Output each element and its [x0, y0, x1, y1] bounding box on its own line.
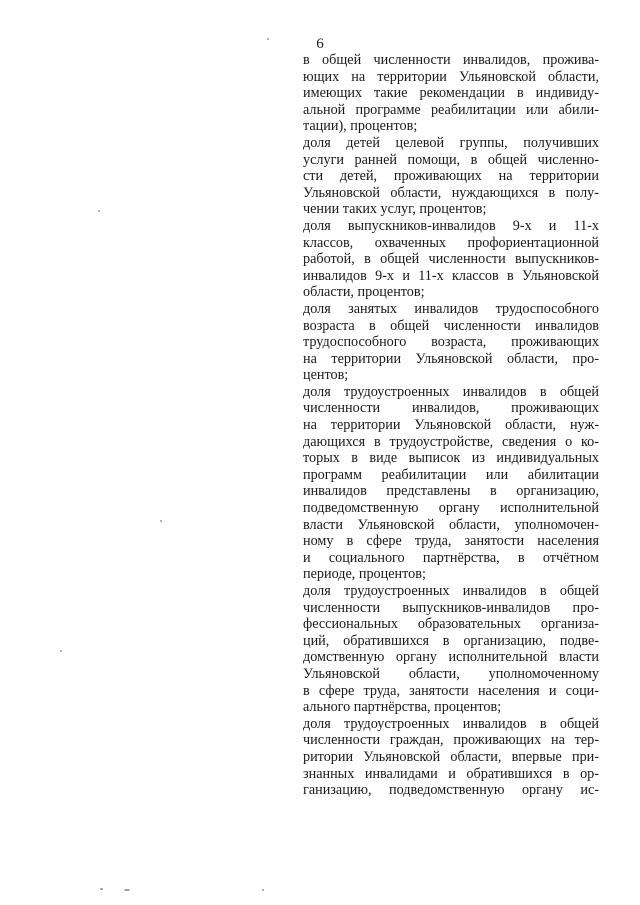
scan-speck [98, 210, 100, 212]
text-line: торых в виде выписок из индивидуальных [303, 450, 599, 467]
text-line: ритории Ульяновской области, впервые при- [303, 748, 599, 765]
text-line: услуги ранней помощи, в общей численно- [303, 151, 599, 168]
text-line: ций, обратившихся в организацию, подве- [303, 632, 599, 649]
text-line: численности граждан, проживающих на тер- [303, 732, 599, 749]
text-line: ального партнёрства, процентов; [303, 699, 502, 716]
text-line: Ульяновской области, уполномоченному [303, 665, 599, 682]
scan-speck [262, 889, 264, 891]
text-line: программ реабилитации или абилитации [303, 466, 599, 483]
text-line: сти детей, проживающих на территории [303, 168, 599, 185]
text-line: численности выпускников-инвалидов про- [303, 599, 599, 616]
text-line: области, процентов; [303, 284, 425, 301]
text-line: ному в сфере труда, занятости населения [303, 533, 599, 550]
text-line: тации), процентов; [303, 118, 418, 135]
body-text [303, 52, 599, 799]
text-line: трудоспособного возраста, проживающих [303, 334, 599, 351]
scan-speck [124, 889, 130, 891]
text-line: доля трудоустроенных инвалидов в общей [303, 715, 599, 732]
text-line: инвалидов представлены в организацию, [303, 483, 599, 500]
text-line: фессиональных образовательных организа- [303, 616, 599, 633]
text-line: инвалидов 9-х и 11-х классов в Ульяновской [303, 267, 599, 284]
text-line: классов, охваченных профориентационной [303, 234, 599, 251]
scan-speck [60, 650, 62, 652]
text-line: ющих на территории Ульяновской области, [303, 68, 599, 85]
text-line: чении таких услуг, процентов; [303, 201, 487, 218]
text-line: возраста в общей численности инвалидов [303, 317, 599, 334]
text-line: альной программе реабилитации или абили- [303, 101, 599, 118]
text-line: власти Ульяновской области, уполномочен- [303, 516, 599, 533]
text-line: имеющих такие рекомендации в индивиду- [303, 85, 599, 102]
text-line: Ульяновской области, нуждающихся в полу- [303, 184, 599, 201]
text-line: знанных инвалидами и обратившихся в ор- [303, 765, 599, 782]
text-line: работой, в общей численности выпускников- [303, 251, 599, 268]
text-line: доля трудоустроенных инвалидов в общей [303, 583, 599, 599]
text-line: доля детей целевой группы, получивших [303, 134, 599, 151]
text-line: подведомственную органу исполнительной [303, 500, 599, 517]
text-line: доля выпускников-инвалидов 9-х и 11-х [303, 217, 599, 234]
text-line: в общей численности инвалидов, прожива- [303, 52, 599, 68]
text-line: ганизацию, подведомственную органу ис- [303, 782, 599, 799]
scan-speck [100, 888, 103, 890]
text-line: численности инвалидов, проживающих [303, 400, 599, 417]
text-line: дающихся в трудоустройстве, сведения о ко- [303, 433, 599, 450]
text-line: на территории Ульяновской области, про- [303, 350, 599, 367]
scan-speck [267, 38, 269, 40]
text-line: доля занятых инвалидов трудоспособного [303, 300, 599, 317]
text-line: центов; [303, 367, 349, 384]
text-line: в сфере труда, занятости населения и соци- [303, 682, 599, 699]
text-line: периоде, процентов; [303, 566, 426, 583]
text-line: доля трудоустроенных инвалидов в общей [303, 383, 599, 400]
text-line: домственную органу исполнительной власти [303, 649, 599, 666]
scan-speck [160, 520, 162, 522]
text-line: на территории Ульяновской области, нуж- [303, 417, 599, 434]
page-number: 6 [316, 36, 324, 52]
text-line: и социального партнёрства, в отчётном [303, 549, 599, 566]
